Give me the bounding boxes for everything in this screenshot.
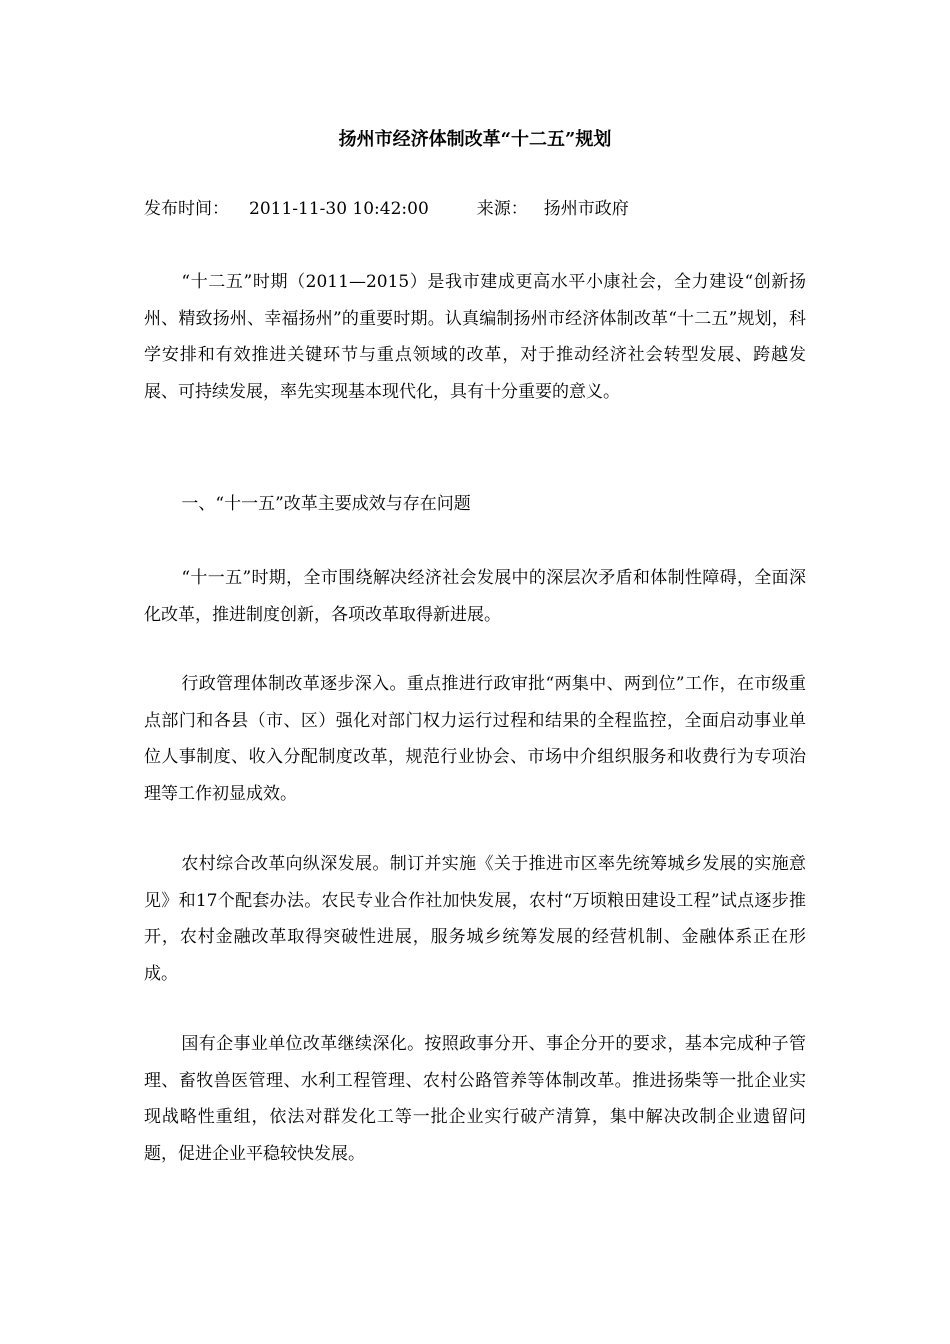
- document-meta: [144, 197, 806, 221]
- document-title: 扬州市经济体制改革“十二五”规划: [338, 129, 612, 150]
- body-paragraph: 农村综合改革向纵深发展。制订并实施《关于推进市区率先统筹城乡发展的实施意见》和17个配套办法。农民专业合作社加快发展，农村“万顷粮田建设工程”试点逐步推开，农村金融改革取得突破性进展，服务城乡统筹发展的经营机制、金融体系正在形成。: [144, 854, 806, 984]
- published-label: 发布时间：: [144, 199, 229, 219]
- body-paragraph: 行政管理体制改革逐步深入。重点推进行政审批“两集中、两到位”工作，在市级重点部门和各县（市、区）强化对部门权力运行过程和结果的全程监控，全面启动事业单位人事制度、收入分配制度改革，规范行业协会、市场中介组织服务和收费行为专项治理等工作初显成效。: [144, 674, 806, 804]
- source-label: 来源：: [476, 199, 528, 219]
- body-paragraph: 国有企事业单位改革继续深化。按照政事分开、事企分开的要求，基本完成种子管理、畜牧兽医管理、水利工程管理、农村公路管养等体制改革。推进扬柴等一批企业实现战略性重组，依法对群发化工等一批企业实行破产清算，集中解决改制企业遗留问题，促进企业平稳较快发展。: [144, 1034, 806, 1164]
- section-heading: 一、“十一五”改革主要成效与存在问题: [181, 494, 471, 514]
- intro-paragraph: “十二五”时期（2011—2015）是我市建成更高水平小康社会，全力建设“创新扬州、精致扬州、幸福扬州”的重要时期。认真编制扬州市经济体制改革“十二五”规划，科学安排和有效推进关键环节与重点领域的改革，对于推动经济社会转型发展、跨越发展、可持续发展，率先实现基本现代化，具有十分重要的意义。: [144, 272, 806, 402]
- source-value: 扬州市政府: [543, 199, 629, 219]
- body-paragraph: “十一五”时期，全市围绕解决经济社会发展中的深层次矛盾和体制性障碍，全面深化改革，推进制度创新，各项改革取得新进展。: [144, 568, 806, 625]
- published-value: 2011-11-30 10:42:00: [249, 199, 429, 219]
